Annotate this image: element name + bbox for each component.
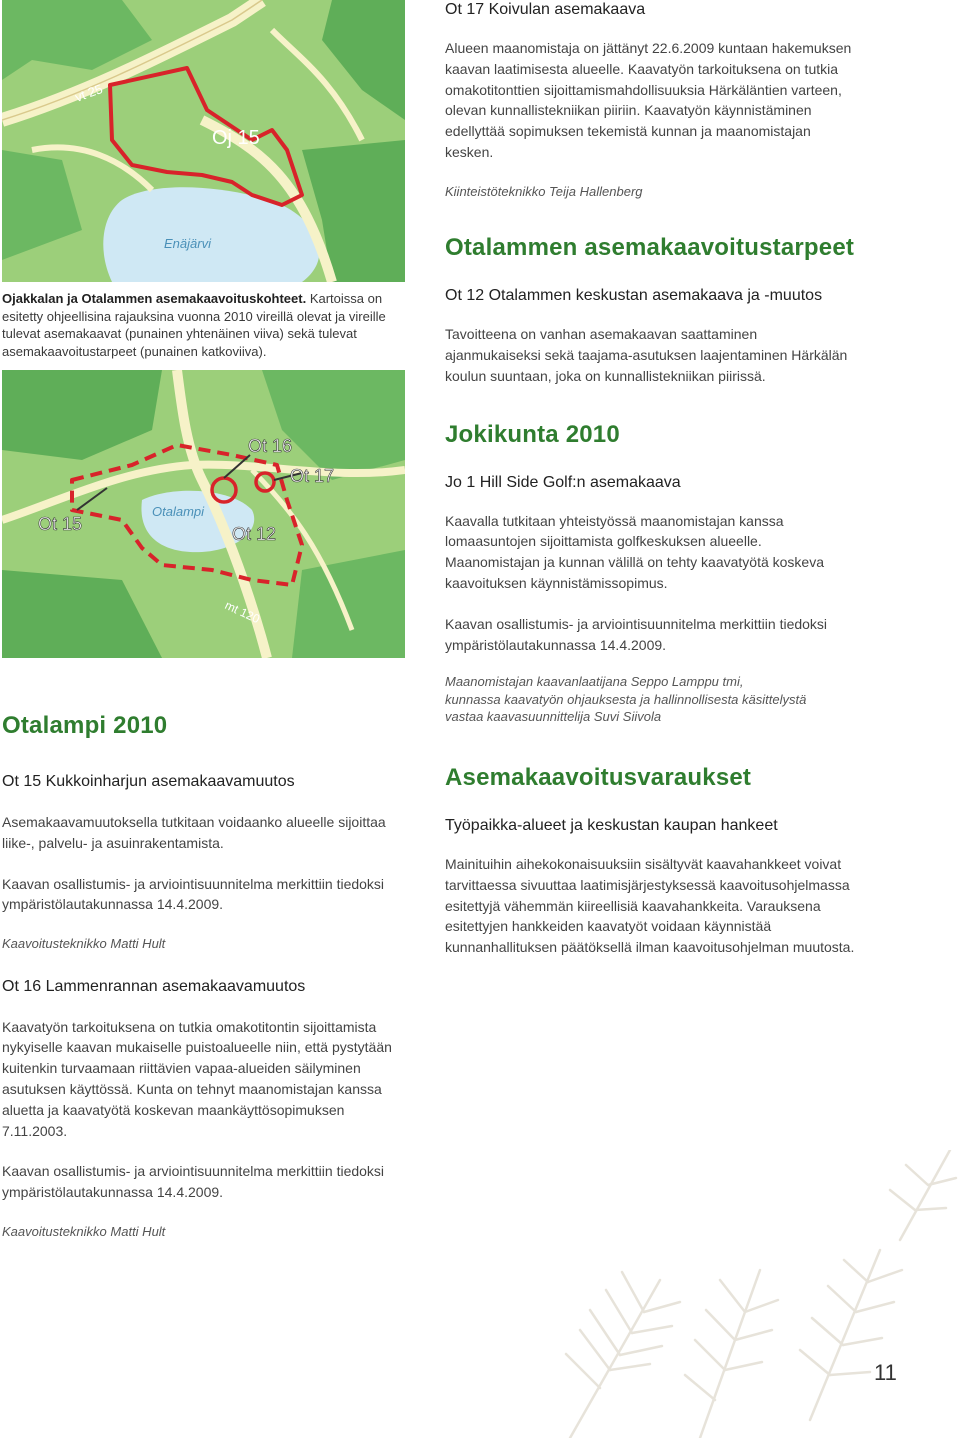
ot16-signature: Kaavoitusteknikko Matti Hult <box>2 1224 166 1240</box>
map-label-enajarvi: Enäjärvi <box>164 236 211 251</box>
right-column <box>445 0 855 958</box>
jokikunta-heading: Jokikunta 2010 <box>445 420 620 448</box>
caption-text: Kartoissa on esitetty ohjeellisina rajauksina vuonna 2010 vireillä olevat ja vireille tulevat asemakaavat (punainen yhtenäinen viiva) sekä tulevat asemakaavoitustarpeet (punainen katkoviiva). <box>2 291 386 359</box>
map-ojakkala <box>2 0 405 282</box>
varaukset-title: Työpaikka-alueet ja keskustan kaupan hankeet <box>445 816 778 834</box>
map-ojakkala-graphic <box>2 0 405 282</box>
map-label-otalampi: Otalampi <box>152 504 205 519</box>
jo1-signature-3: vastaa kaavasuunnittelija Suvi Siivola <box>445 709 662 725</box>
otalampi-heading: Otalampi 2010 <box>2 712 168 739</box>
ot17-body: Alueen maanomistaja on jättänyt 22.6.2009 kuntaan hakemuksen kaavan laatimisesta alueelle. Kaavatyön tarkoituksena on tutkia omakotitonttien sijoittamismahdollisuuksia Härkäläntien varteen, olevan kunnallistekniikan piiriin. Kaavatyön käynnistäminen edellyttää sopimuksen tekemistä kunnan ja maanomistajan kesken. <box>445 40 852 160</box>
ot15-body: Asemakaavamuutoksella tutkitaan voidaanko alueelle sijoittaa liike-, palvelu- ja asuinrakentamista. <box>2 814 386 851</box>
caption-bold: Ojakkalan ja Otalammen asemakaavoituskohteet. <box>2 291 307 306</box>
decorative-fern-icon <box>510 1150 960 1438</box>
ot12-title: Ot 12 Otalammen keskustan asemakaava ja -muutos <box>445 287 823 305</box>
map-label-ot12: Ot 12 <box>232 524 277 544</box>
ot16-title: Ot 16 Lammenrannan asemakaavamuutos <box>2 977 306 995</box>
ot17-title: Ot 17 Koivulan asemakaava <box>445 1 646 18</box>
ot12-body: Tavoitteena on vanhan asemakaavan saattaminen ajanmukaiseksi sekä taajama-asutuksen laajentaminen Härkälän koulun suuntaan, joka on kunnallistekniikan piirissä. <box>445 326 848 384</box>
map-label-ot15: Ot 15 <box>38 514 83 534</box>
ot15-body-2: Kaavan osallistumis- ja arviointisuunnitelma merkittiin tiedoksi ympäristölautakunnassa 14.4.2009. <box>2 875 385 913</box>
jo1-body: Kaavalla tutkitaan yhteistyössä maanomistajan kanssa lomaasuntojen sijoittamista golfkeskuksen alueelle. Maanomistajan ja kunnan välillä on tehty kaavatyötä koskeva kaavoituksen käynnistämissopimus. <box>445 512 824 592</box>
ot15-signature: Kaavoitusteknikko Matti Hult <box>2 936 166 952</box>
map-label-ot16: Ot 16 <box>248 436 293 456</box>
jo1-signature-2: kunnassa kaavatyön ohjauksesta ja hallinnollisesta käsittelystä <box>445 691 807 707</box>
jo1-signature-1: Maanomistajan kaavanlaatijana Seppo Lamppu tmi, <box>445 674 744 690</box>
ot15-title: Ot 15 Kukkoinharjun asemakaavamuutos <box>2 773 295 790</box>
map-label-vt25: vt 25 <box>72 81 105 105</box>
map-label-ot17: Ot 17 <box>290 466 335 486</box>
ot17-signature: Kiinteistöteknikko Teija Hallenberg <box>445 183 643 199</box>
left-column <box>2 712 412 1241</box>
map-otalampi <box>2 370 405 658</box>
jo1-title: Jo 1 Hill Side Golf:n asemakaava <box>445 473 681 491</box>
map-label-mt120: mt 120 <box>222 598 262 627</box>
otalammen-heading: Otalammen asemakaavoitustarpeet <box>445 234 855 262</box>
varaukset-heading: Asemakaavoitusvaraukset <box>445 763 752 791</box>
page-number: 11 <box>874 1360 897 1385</box>
map-label-oj15: Oj 15 <box>212 127 260 149</box>
ot16-body: Kaavatyön tarkoituksena on tutkia omakotitontin sijoittamista nykyiselle kaavan mukaiselle puistoalueelle niin, että pystytään kuitenkin turvaamaan riittävien vapaa-alueiden säilyminen asutuksen käyttössä. Kunta on tehnyt maanomistajan kanssa aluetta ja kaavatyötä koskevan maankäyttösopimuksen 7.11.2003. <box>2 1018 392 1139</box>
varaukset-body: Mainituihin aihekokonaisuuksiin sisältyvät kaavahankkeet voivat tarvittaessa sivuuttaa laatimisjärjestyksessä kaavoitusohjelmassa esitettyjä vähemmän kiireellisiä kaavahankkeita. Varauksena esitettyjen hankkeiden kaavatyöt voidaan käynnistää kunnanhallituksen päätöksellä ilman kaavoitusohjelman muutosta. <box>445 855 855 956</box>
map-otalampi-graphic <box>2 370 405 658</box>
map-caption <box>2 290 407 360</box>
jo1-body-2: Kaavan osallistumis- ja arviointisuunnitelma merkittiin tiedoksi ympäristölautakunnassa 14.4.2009. <box>445 615 828 653</box>
ot16-body-2: Kaavan osallistumis- ja arviointisuunnitelma merkittiin tiedoksi ympäristölautakunnassa 14.4.2009. <box>2 1163 385 1201</box>
